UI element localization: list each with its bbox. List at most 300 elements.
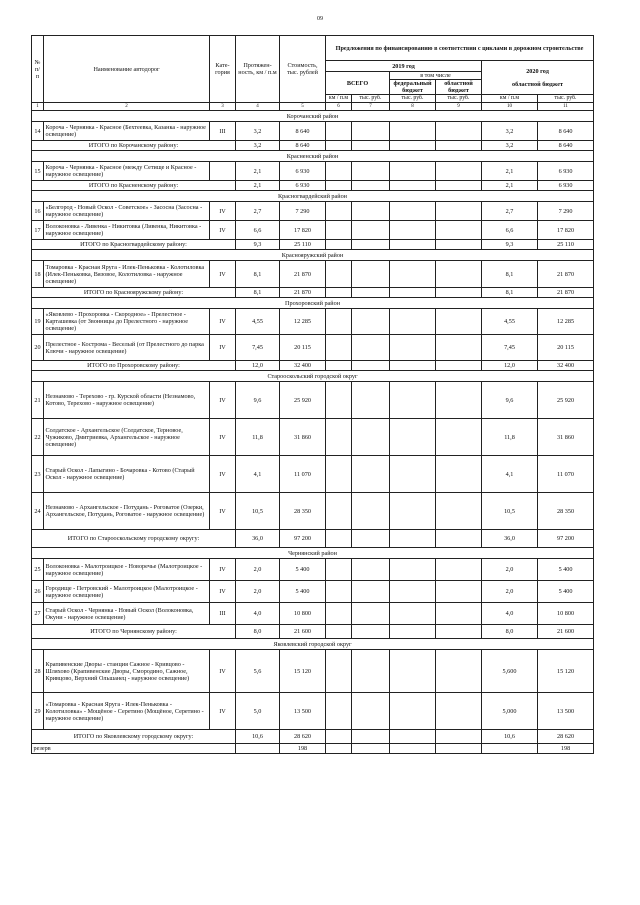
road-name: Старый Оскол - Лапыгино - Бочаровка - Котово (Старый Оскол - наружное освещение) [44, 456, 210, 493]
road-category: III [210, 603, 236, 625]
empty-cell [436, 202, 482, 221]
total-cost: 8 640 [280, 141, 326, 151]
empty-cell [326, 288, 352, 298]
reserve-row [32, 744, 594, 754]
empty-cell [436, 162, 482, 181]
length-2020: 6,6 [482, 221, 538, 240]
total-label: ИТОГО по Красненскому району: [32, 181, 236, 191]
empty-cell [436, 530, 482, 548]
road-category: IV [210, 202, 236, 221]
total-length: 8,0 [236, 625, 280, 639]
length-2020: 4,55 [482, 309, 538, 335]
cost-2020: 17 820 [538, 221, 594, 240]
empty-cell [326, 181, 352, 191]
empty-cell [436, 261, 482, 288]
district-total-row [32, 361, 594, 371]
empty-cell [436, 309, 482, 335]
road-category: IV [210, 261, 236, 288]
row-number: 26 [32, 581, 44, 603]
empty-cell [390, 309, 436, 335]
length-2020: 11,8 [482, 419, 538, 456]
header-category: Кате-гория [210, 36, 236, 103]
empty-cell [436, 559, 482, 581]
empty-cell [326, 744, 352, 754]
header-year-2019: 2019 год [326, 61, 482, 72]
total-label: ИТОГО по Старооскольскому городскому округу: [32, 530, 236, 548]
empty-cell [390, 361, 436, 371]
column-number: 2 [44, 103, 210, 111]
empty-cell [326, 693, 352, 730]
unit-km-2020: км / п.м [482, 95, 538, 103]
column-number: 1 [32, 103, 44, 111]
total-length: 8,1 [236, 288, 280, 298]
district-total-row [32, 530, 594, 548]
empty-cell [326, 456, 352, 493]
empty-cell [436, 456, 482, 493]
row-number: 19 [32, 309, 44, 335]
cost-2020: 8 640 [538, 122, 594, 141]
empty-cell [326, 162, 352, 181]
empty-cell [390, 744, 436, 754]
empty-cell [390, 603, 436, 625]
road-length: 6,6 [236, 221, 280, 240]
column-number: 5 [280, 103, 326, 111]
length-2020: 2,1 [482, 162, 538, 181]
road-length: 2,7 [236, 202, 280, 221]
table-row [32, 603, 594, 625]
empty-cell [352, 361, 390, 371]
row-number: 24 [32, 493, 44, 530]
district-name: Прохоровский район [32, 298, 594, 309]
header-federal: федеральный бюджет [390, 80, 436, 94]
empty-cell [352, 559, 390, 581]
total-length-2020: 3,2 [482, 141, 538, 151]
cost-2020: 15 120 [538, 650, 594, 693]
empty-cell [436, 650, 482, 693]
empty-cell [352, 141, 390, 151]
district-heading-row [32, 191, 594, 202]
district-heading-row [32, 298, 594, 309]
empty-cell [236, 744, 280, 754]
cost-2020: 5 400 [538, 581, 594, 603]
row-number: 17 [32, 221, 44, 240]
table-row [32, 309, 594, 335]
road-length: 4,1 [236, 456, 280, 493]
road-length: 7,45 [236, 335, 280, 361]
length-2020: 8,1 [482, 261, 538, 288]
road-category: IV [210, 493, 236, 530]
length-2020: 4,1 [482, 456, 538, 493]
column-number: 4 [236, 103, 280, 111]
total-cost: 21 870 [280, 288, 326, 298]
road-category: IV [210, 559, 236, 581]
empty-cell [436, 581, 482, 603]
header-length: Протяжен-ность, км / п.м [236, 36, 280, 103]
road-cost: 11 070 [280, 456, 326, 493]
row-number: 27 [32, 603, 44, 625]
empty-cell [326, 493, 352, 530]
road-category: IV [210, 650, 236, 693]
empty-cell [326, 530, 352, 548]
cost-2020: 31 860 [538, 419, 594, 456]
empty-cell [326, 309, 352, 335]
total-cost-2020: 6 930 [538, 181, 594, 191]
empty-cell [436, 141, 482, 151]
road-name: «Томаровка - Красная Яруга - Илек-Пеньковка - Колотиловка» - Мощёное - Серетино (Мощёное, Серетино - наружное освещение) [44, 693, 210, 730]
road-length: 8,1 [236, 261, 280, 288]
road-length: 11,8 [236, 419, 280, 456]
total-cost-2020: 21 870 [538, 288, 594, 298]
road-category: IV [210, 693, 236, 730]
row-number: 22 [32, 419, 44, 456]
empty-cell [352, 650, 390, 693]
header-including: в том числе [390, 72, 481, 80]
road-cost: 20 115 [280, 335, 326, 361]
district-name: Старооскольский городской округ [32, 371, 594, 382]
empty-cell [390, 456, 436, 493]
road-name: Крапивенские Дворы - станция Сажное - Кривцово - Шляхово (Крапивенские Дворы, Смородино, Сажное, Кривцово, Верхний Ольшанец - наружное освещение) [44, 650, 210, 693]
road-cost: 8 640 [280, 122, 326, 141]
total-cost-2020: 8 640 [538, 141, 594, 151]
empty-cell [390, 581, 436, 603]
total-label: ИТОГО по Краснояружскому району: [32, 288, 236, 298]
cost-2020: 10 800 [538, 603, 594, 625]
table-row [32, 419, 594, 456]
total-cost-2020: 25 110 [538, 240, 594, 250]
road-category: IV [210, 221, 236, 240]
table-row [32, 221, 594, 240]
empty-cell [352, 625, 390, 639]
row-number: 28 [32, 650, 44, 693]
length-2020: 2,0 [482, 581, 538, 603]
table-row [32, 202, 594, 221]
road-length: 5,0 [236, 693, 280, 730]
district-name: Красненский район [32, 151, 594, 162]
table-row [32, 493, 594, 530]
road-length: 3,2 [236, 122, 280, 141]
total-cost-2020: 21 600 [538, 625, 594, 639]
district-total-row [32, 141, 594, 151]
cost-2020: 5 400 [538, 559, 594, 581]
empty-cell [326, 625, 352, 639]
empty-cell [390, 730, 436, 744]
empty-cell [390, 162, 436, 181]
road-name: Волоконовка - Малотроицкое - Новоречье (Малотроицкое - наружное освещение) [44, 559, 210, 581]
road-category: IV [210, 581, 236, 603]
length-2020: 9,6 [482, 382, 538, 419]
road-length: 2,0 [236, 581, 280, 603]
total-cost: 97 200 [280, 530, 326, 548]
empty-cell [390, 240, 436, 250]
reserve-cost-2020: 198 [538, 744, 594, 754]
length-2020: 4,0 [482, 603, 538, 625]
empty-cell [436, 419, 482, 456]
row-number: 15 [32, 162, 44, 181]
table-row [32, 581, 594, 603]
cost-2020: 13 500 [538, 693, 594, 730]
row-number: 29 [32, 693, 44, 730]
header-including-group [390, 72, 482, 95]
total-length: 9,3 [236, 240, 280, 250]
district-name: Краснояружский район [32, 250, 594, 261]
empty-cell [352, 240, 390, 250]
empty-cell [436, 122, 482, 141]
road-name: Прелестное - Кострома - Веселый (от Прелестного до парка Ключи - наружное освещение) [44, 335, 210, 361]
header-road: Наименование автодорог [44, 36, 210, 103]
road-length: 4,55 [236, 309, 280, 335]
table-row [32, 335, 594, 361]
empty-cell [352, 419, 390, 456]
district-name: Чернянский район [32, 548, 594, 559]
district-name: Красногвардейский район [32, 191, 594, 202]
road-cost: 7 290 [280, 202, 326, 221]
total-cost: 25 110 [280, 240, 326, 250]
header-num: № п/п [32, 36, 44, 103]
empty-cell [326, 202, 352, 221]
cost-2020: 20 115 [538, 335, 594, 361]
cost-2020: 21 870 [538, 261, 594, 288]
empty-cell [436, 361, 482, 371]
total-length: 36,0 [236, 530, 280, 548]
table-row [32, 559, 594, 581]
unit-km-2019: км / п.м [326, 95, 352, 103]
road-cost: 25 920 [280, 382, 326, 419]
empty-cell [326, 335, 352, 361]
road-length: 5,6 [236, 650, 280, 693]
empty-cell [352, 221, 390, 240]
road-name: Солдатское - Архангельское (Солдатское, Терновое, Чужиково, Дмитриевка, Архангельское - наружное освещение) [44, 419, 210, 456]
empty-cell [326, 650, 352, 693]
total-cost: 28 620 [280, 730, 326, 744]
total-cost: 6 930 [280, 181, 326, 191]
empty-cell [326, 122, 352, 141]
empty-cell [390, 181, 436, 191]
road-length: 4,0 [236, 603, 280, 625]
road-cost: 10 800 [280, 603, 326, 625]
empty-cell [352, 122, 390, 141]
table-row [32, 650, 594, 693]
table-row [32, 382, 594, 419]
table-row [32, 162, 594, 181]
total-length: 12,0 [236, 361, 280, 371]
total-label: ИТОГО по Чернянскому району: [32, 625, 236, 639]
column-number: 3 [210, 103, 236, 111]
column-numbers-row [32, 103, 594, 111]
empty-cell [390, 419, 436, 456]
empty-cell [390, 288, 436, 298]
road-category: IV [210, 335, 236, 361]
empty-cell [390, 650, 436, 693]
total-cost-2020: 28 620 [538, 730, 594, 744]
empty-cell [352, 693, 390, 730]
total-label: ИТОГО по Корочанскому району: [32, 141, 236, 151]
empty-cell [326, 419, 352, 456]
road-cost: 5 400 [280, 581, 326, 603]
empty-cell [352, 456, 390, 493]
total-label: ИТОГО по Яковлевскому городскому округу: [32, 730, 236, 744]
empty-cell [326, 240, 352, 250]
empty-cell [326, 261, 352, 288]
road-name: Короча - Чернянка - Красное (Бехтеевка, Казанка - наружное освещение) [44, 122, 210, 141]
road-cost: 6 930 [280, 162, 326, 181]
column-number: 11 [538, 103, 594, 111]
unit-rub-regional: тыс. руб. [436, 95, 482, 103]
empty-cell [436, 493, 482, 530]
road-category: IV [210, 382, 236, 419]
header-regional-2020: областной бюджет [512, 80, 563, 88]
row-number: 14 [32, 122, 44, 141]
empty-cell [436, 221, 482, 240]
road-name: Старый Оскол - Чернянка - Новый Оскол (Волоконовка, Окуни - наружное освещение) [44, 603, 210, 625]
road-cost: 28 350 [280, 493, 326, 530]
empty-cell [352, 493, 390, 530]
road-length: 10,5 [236, 493, 280, 530]
table-row [32, 122, 594, 141]
district-total-row [32, 288, 594, 298]
reserve-label: резерв [32, 744, 236, 754]
road-cost: 31 860 [280, 419, 326, 456]
road-cost: 5 400 [280, 559, 326, 581]
empty-cell [352, 744, 390, 754]
empty-cell [352, 202, 390, 221]
table-body [32, 111, 594, 754]
empty-cell [326, 361, 352, 371]
length-2020: 5,600 [482, 650, 538, 693]
cost-2020: 28 350 [538, 493, 594, 530]
table-row [32, 456, 594, 493]
column-number: 10 [482, 103, 538, 111]
unit-rub-federal: тыс. руб. [390, 95, 436, 103]
empty-cell [326, 382, 352, 419]
road-category: IV [210, 309, 236, 335]
road-name: «Яковлево - Прохоровка - Скородное» - Прелестное - Карташевка (от Звонницы до Прелестного - наружное освещение) [44, 309, 210, 335]
row-number: 21 [32, 382, 44, 419]
road-length: 2,1 [236, 162, 280, 181]
district-heading-row [32, 639, 594, 650]
road-cost: 13 500 [280, 693, 326, 730]
road-name: Волоконовка - Ливенка - Никитовка (Ливенка, Никитовка - наружное освещение) [44, 221, 210, 240]
empty-cell [326, 559, 352, 581]
empty-cell [352, 288, 390, 298]
road-cost: 12 285 [280, 309, 326, 335]
road-category: III [210, 122, 236, 141]
district-heading-row [32, 151, 594, 162]
column-number: 7 [352, 103, 390, 111]
cost-2020: 12 285 [538, 309, 594, 335]
reserve-cost: 198 [280, 744, 326, 754]
district-total-row [32, 181, 594, 191]
cost-2020: 6 930 [538, 162, 594, 181]
unit-rub-2020: тыс. руб. [538, 95, 594, 103]
district-total-row [32, 240, 594, 250]
empty-cell [326, 141, 352, 151]
empty-cell [390, 382, 436, 419]
empty-cell [436, 181, 482, 191]
total-cost-2020: 97 200 [538, 530, 594, 548]
empty-cell [436, 240, 482, 250]
unit-rub-2019: тыс. руб. [352, 95, 390, 103]
total-label: ИТОГО по Прохоровскому району: [32, 361, 236, 371]
row-number: 18 [32, 261, 44, 288]
total-length: 10,6 [236, 730, 280, 744]
district-name: Корочанский район [32, 111, 594, 122]
row-number: 23 [32, 456, 44, 493]
length-2020: 3,2 [482, 122, 538, 141]
column-number: 9 [436, 103, 482, 111]
total-length: 3,2 [236, 141, 280, 151]
row-number: 20 [32, 335, 44, 361]
road-name: «Белгород - Новый Оскол - Советское» - Засосна (Засосна - наружное освещение) [44, 202, 210, 221]
total-length-2020: 2,1 [482, 181, 538, 191]
total-cost-2020: 32 400 [538, 361, 594, 371]
district-heading-row [32, 548, 594, 559]
header-proposals: Предложения по финансированию в соответствии с циклами в дорожном строительстве [326, 36, 594, 61]
empty-cell [390, 335, 436, 361]
empty-cell [436, 625, 482, 639]
road-financing-table [31, 35, 594, 754]
header-cost: Стоимость, тыс. рублей [280, 36, 326, 103]
empty-cell [352, 335, 390, 361]
empty-cell [390, 141, 436, 151]
total-length-2020: 9,3 [482, 240, 538, 250]
header-year-2020-label: 2020 год [526, 67, 549, 75]
row-number: 16 [32, 202, 44, 221]
total-label: ИТОГО по Красногвардейскому району: [32, 240, 236, 250]
district-heading-row [32, 371, 594, 382]
empty-cell [390, 693, 436, 730]
header-total: ВСЕГО [326, 72, 390, 95]
empty-cell [390, 221, 436, 240]
empty-cell [326, 581, 352, 603]
district-total-row [32, 625, 594, 639]
road-cost: 17 820 [280, 221, 326, 240]
cost-2020: 11 070 [538, 456, 594, 493]
length-2020: 7,45 [482, 335, 538, 361]
page-number: 09 [317, 16, 323, 22]
header-regional: областной бюджет [444, 80, 473, 94]
cost-2020: 25 920 [538, 382, 594, 419]
empty-cell [482, 744, 538, 754]
cost-2020: 7 290 [538, 202, 594, 221]
empty-cell [436, 730, 482, 744]
empty-cell [436, 335, 482, 361]
district-heading-row [32, 250, 594, 261]
road-category: IV [210, 419, 236, 456]
column-number: 6 [326, 103, 352, 111]
road-length: 9,6 [236, 382, 280, 419]
district-total-row [32, 730, 594, 744]
empty-cell [436, 693, 482, 730]
length-2020: 2,7 [482, 202, 538, 221]
road-name: Короча - Чернянка - Красное (между Сетище и Красное - наружное освещение) [44, 162, 210, 181]
road-category: IV [210, 456, 236, 493]
total-length-2020: 12,0 [482, 361, 538, 371]
empty-cell [436, 288, 482, 298]
empty-cell [352, 730, 390, 744]
empty-cell [326, 603, 352, 625]
road-name: Незнамово - Терехово - гр. Курской области (Незнамово, Котово, Терехово - наружное освещение) [44, 382, 210, 419]
total-cost: 32 400 [280, 361, 326, 371]
road-name: Томаровка - Красная Яруга - Илек-Пеньковка - Колотиловка (Илек-Пеньковка, Вязовое, Колотиловка - наружное освещение) [44, 261, 210, 288]
length-2020: 2,0 [482, 559, 538, 581]
total-length-2020: 8,0 [482, 625, 538, 639]
road-cost: 21 870 [280, 261, 326, 288]
empty-cell [352, 530, 390, 548]
empty-cell [390, 493, 436, 530]
empty-cell [436, 382, 482, 419]
length-2020: 5,000 [482, 693, 538, 730]
road-name: Незнамово - Архангельское - Потудань - Роговатое (Озерки, Архангельское, Потудань, Роговатое - наружное освещение) [44, 493, 210, 530]
